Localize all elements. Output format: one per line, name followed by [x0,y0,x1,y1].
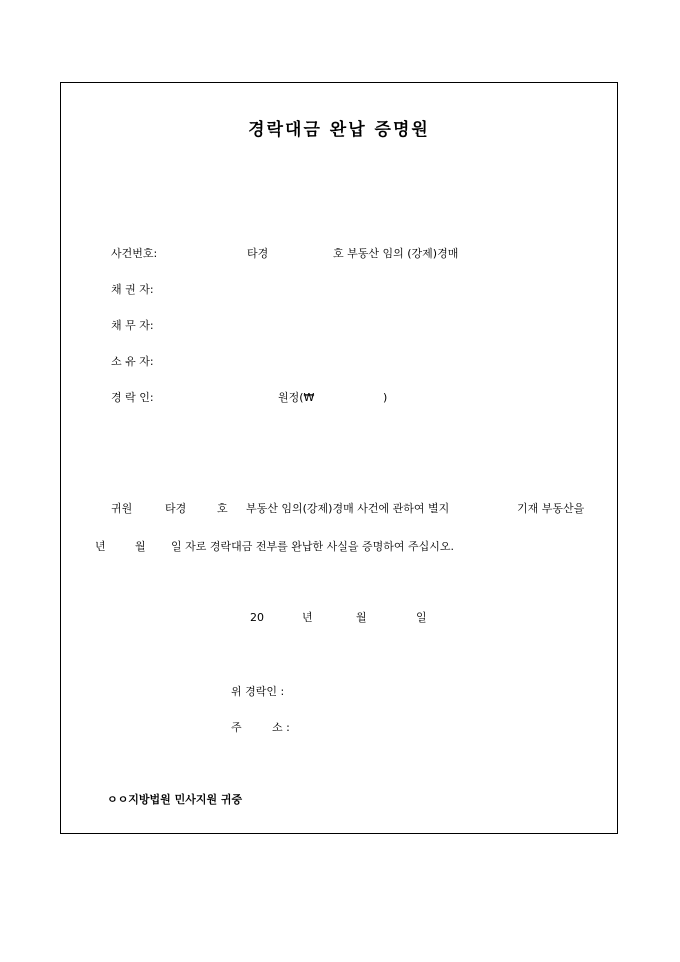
body-word-4: 부동산 임의(강제)경매 사건에 관하여 별지 [246,502,450,515]
amount-text: 원정(₩ [278,391,315,404]
case-number-label: 사건번호: [111,247,158,260]
debtor-label: 채 무 자: [111,319,154,332]
body-line2-text: 일 자로 경락대금 전부를 완납한 사실을 증명하여 주십시오. [171,540,454,553]
amount-close: ) [383,391,388,404]
document-title: 경락대금 완납 증명원 [248,120,430,140]
date-year: 년 [302,611,313,624]
body-word-3: 호 [217,502,228,515]
body-line2-year: 년 [95,540,106,553]
court-name: ㅇㅇ지방법원 민사지원 귀중 [107,793,243,806]
date-month: 월 [356,611,367,624]
date-year-prefix: 20 [250,611,264,624]
body-word-2: 타경 [165,502,187,515]
signature-address-label-a: 주 [231,721,242,734]
signature-address-label-b: 소 : [272,721,290,734]
owner-label: 소 유 자: [111,355,154,368]
date-day: 일 [416,611,427,624]
signature-buyer-label: 위 경락인 : [231,685,285,698]
body-word-1: 귀원 [111,502,133,515]
body-line2-month: 월 [135,540,146,553]
body-word-5: 기재 부동산을 [517,502,585,515]
document-frame [60,82,618,834]
case-suffix-text: 호 부동산 임의 (강제)경매 [333,247,459,260]
buyer-label: 경 락 인: [111,391,154,404]
case-ta-text: 타경 [247,247,269,260]
creditor-label: 채 권 자: [111,283,154,296]
